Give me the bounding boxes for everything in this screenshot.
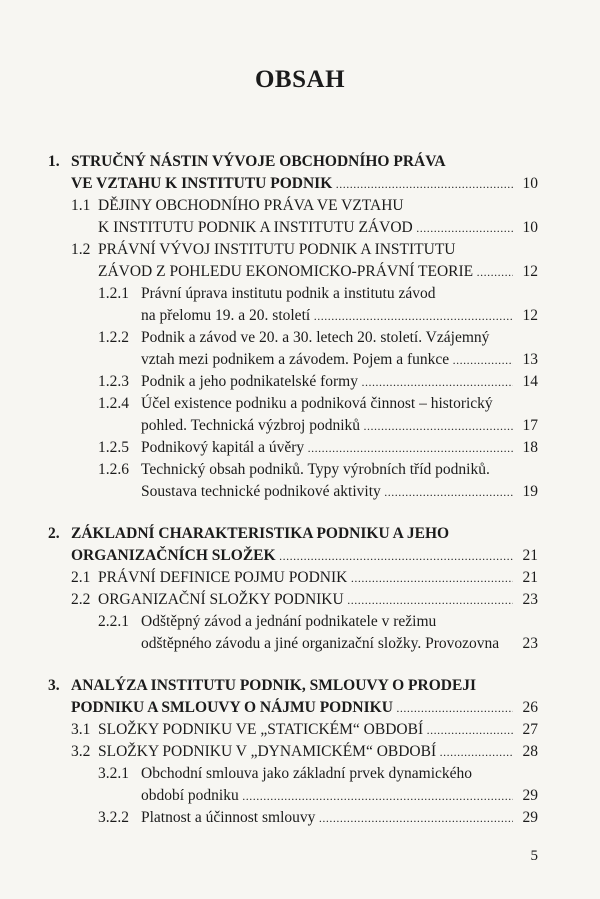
section-title: ZÁVOD Z POHLEDU EKONOMICKO-PRÁVNÍ TEORIE ..... (98, 261, 513, 283)
toc-subsection-1-2-5[interactable] (0, 437, 600, 459)
chapter-title: STRUČNÝ NÁSTIN VÝVOJE OBCHODNÍHO PRÁVA (71, 153, 446, 170)
chapter-number: 1. (48, 153, 60, 170)
page-ref: 26 (522, 699, 538, 716)
page-ref: 14 (522, 373, 538, 390)
toc-subsection-3-2-1-cont[interactable] (0, 785, 600, 807)
toc-chapter-3[interactable] (0, 675, 600, 697)
chapter-number: 2. (48, 525, 60, 542)
section-number: 1.1 (71, 197, 91, 214)
subsection-title: na přelomu 19. a 20. století ..... (141, 305, 513, 327)
toc-subsection-1-2-1-cont[interactable] (0, 305, 600, 327)
subsection-number: 2.2.1 (98, 613, 129, 630)
toc-subsection-3-2-1[interactable] (0, 763, 600, 785)
toc-subsection-3-2-2[interactable] (0, 807, 600, 829)
page-ref: 28 (522, 743, 538, 760)
section-title: DĚJINY OBCHODNÍHO PRÁVA VE VZTAHU (98, 197, 404, 214)
subsection-number: 1.2.2 (98, 329, 129, 346)
toc-section-1-2[interactable] (0, 239, 600, 261)
subsection-title: Podnikový kapitál a úvěry ..... (141, 437, 513, 459)
toc-subsection-2-2-1[interactable] (0, 611, 600, 633)
toc-section-1-1-cont[interactable] (0, 217, 600, 239)
section-title: PRÁVNÍ DEFINICE POJMU PODNIK ..... (98, 567, 513, 589)
toc-section-2-1[interactable] (0, 567, 600, 589)
toc-chapter-2[interactable] (0, 523, 600, 545)
page-ref: 29 (522, 787, 538, 804)
subsection-number: 1.2.6 (98, 461, 129, 478)
page-ref: 10 (522, 219, 538, 236)
toc-subsection-1-2-1[interactable] (0, 283, 600, 305)
page-ref: 12 (522, 263, 538, 280)
toc-chapter-3-cont[interactable] (0, 697, 600, 719)
subsection-number: 1.2.5 (98, 439, 129, 456)
toc-subsection-2-2-1-cont[interactable] (0, 633, 600, 655)
subsection-number: 1.2.4 (98, 395, 129, 412)
page-ref: 21 (522, 569, 538, 586)
page-ref: 23 (522, 591, 538, 608)
toc-chapter-1[interactable] (0, 151, 600, 173)
page-ref: 18 (522, 439, 538, 456)
chapter-number: 3. (48, 677, 60, 694)
section-number: 3.2 (71, 743, 91, 760)
toc-subsection-1-2-4[interactable] (0, 393, 600, 415)
subsection-title: Podnik a jeho podnikatelské formy ..... (141, 371, 513, 393)
page-ref: 29 (522, 809, 538, 826)
section-number: 2.2 (71, 591, 91, 608)
toc-section-3-1[interactable] (0, 719, 600, 741)
toc-subsection-1-2-6-cont[interactable] (0, 481, 600, 503)
toc-section-3-2[interactable] (0, 741, 600, 763)
section-title: SLOŽKY PODNIKU V „DYNAMICKÉM“ OBDOBÍ ..... (98, 741, 513, 763)
subsection-number: 3.2.2 (98, 809, 129, 826)
subsection-title: Soustava technické podnikové aktivity ..... (141, 481, 513, 503)
subsection-title: vztah mezi podnikem a závodem. Pojem a funkce ..... (141, 349, 513, 371)
subsection-title: Podnik a závod ve 20. a 30. letech 20. století. Vzájemný (141, 329, 490, 346)
toc-chapter-2-cont[interactable] (0, 545, 600, 567)
subsection-title: Účel existence podniku a podniková činnost – historický (141, 395, 493, 412)
toc-subsection-1-2-2[interactable] (0, 327, 600, 349)
subsection-title: pohled. Technická výzbroj podniků ..... (141, 415, 513, 437)
subsection-title: Odštěpný závod a jednání podnikatele v režimu (141, 613, 437, 630)
page-title: OBSAH (254, 66, 346, 93)
subsection-title: Právní úprava institutu podnik a institutu závod (141, 285, 436, 302)
subsection-number: 1.2.1 (98, 285, 129, 302)
toc-section-1-2-cont[interactable] (0, 261, 600, 283)
subsection-number: 1.2.3 (98, 373, 129, 390)
toc-subsection-1-2-2-cont[interactable] (0, 349, 600, 371)
toc-section-1-1[interactable] (0, 195, 600, 217)
section-number: 3.1 (71, 721, 91, 738)
toc-subsection-1-2-3[interactable] (0, 371, 600, 393)
subsection-number: 3.2.1 (98, 765, 129, 782)
section-title: SLOŽKY PODNIKU VE „STATICKÉM“ OBDOBÍ ..... (98, 719, 513, 741)
toc-subsection-1-2-4-cont[interactable] (0, 415, 600, 437)
page-ref: 21 (522, 547, 538, 564)
section-title: K INSTITUTU PODNIK A INSTITUTU ZÁVOD ..... (98, 217, 513, 239)
page-ref: 12 (522, 307, 538, 324)
section-title: ORGANIZAČNÍ SLOŽKY PODNIKU ..... (98, 589, 513, 611)
subsection-title: Platnost a účinnost smlouvy ..... (141, 807, 513, 829)
section-number: 2.1 (71, 569, 91, 586)
subsection-title: Obchodní smlouva jako základní prvek dynamického (141, 765, 473, 782)
toc-chapter-1-cont[interactable] (0, 173, 600, 195)
chapter-title: ZÁKLADNÍ CHARAKTERISTIKA PODNIKU A JEHO (71, 525, 450, 542)
chapter-title: ANALÝZA INSTITUTU PODNIK, SMLOUVY O PRODEJI (71, 677, 477, 694)
page-number: 5 (530, 848, 538, 864)
section-title: PRÁVNÍ VÝVOJ INSTITUTU PODNIK A INSTITUTU (98, 241, 456, 258)
page-ref: 27 (522, 721, 538, 738)
page-ref: 17 (522, 417, 538, 434)
toc-subsection-1-2-6[interactable] (0, 459, 600, 481)
page-ref: 13 (522, 351, 538, 368)
page-ref: 19 (522, 483, 538, 500)
page-ref: 10 (522, 175, 538, 192)
page-ref: 23 (522, 635, 538, 652)
subsection-title: Technický obsah podniků. Typy výrobních tříd podniků. (141, 461, 490, 478)
subsection-title: období podniku ..... (141, 785, 513, 807)
chapter-title: PODNIKU A SMLOUVY O NÁJMU PODNIKU ..... (71, 697, 513, 719)
toc-section-2-2[interactable] (0, 589, 600, 611)
chapter-title: VE VZTAHU K INSTITUTU PODNIK ..... (71, 173, 513, 195)
chapter-title: ORGANIZAČNÍCH SLOŽEK ..... (71, 545, 513, 567)
subsection-title: odštěpného závodu a jiné organizační složky. Provozovna (141, 635, 500, 652)
section-number: 1.2 (71, 241, 91, 258)
